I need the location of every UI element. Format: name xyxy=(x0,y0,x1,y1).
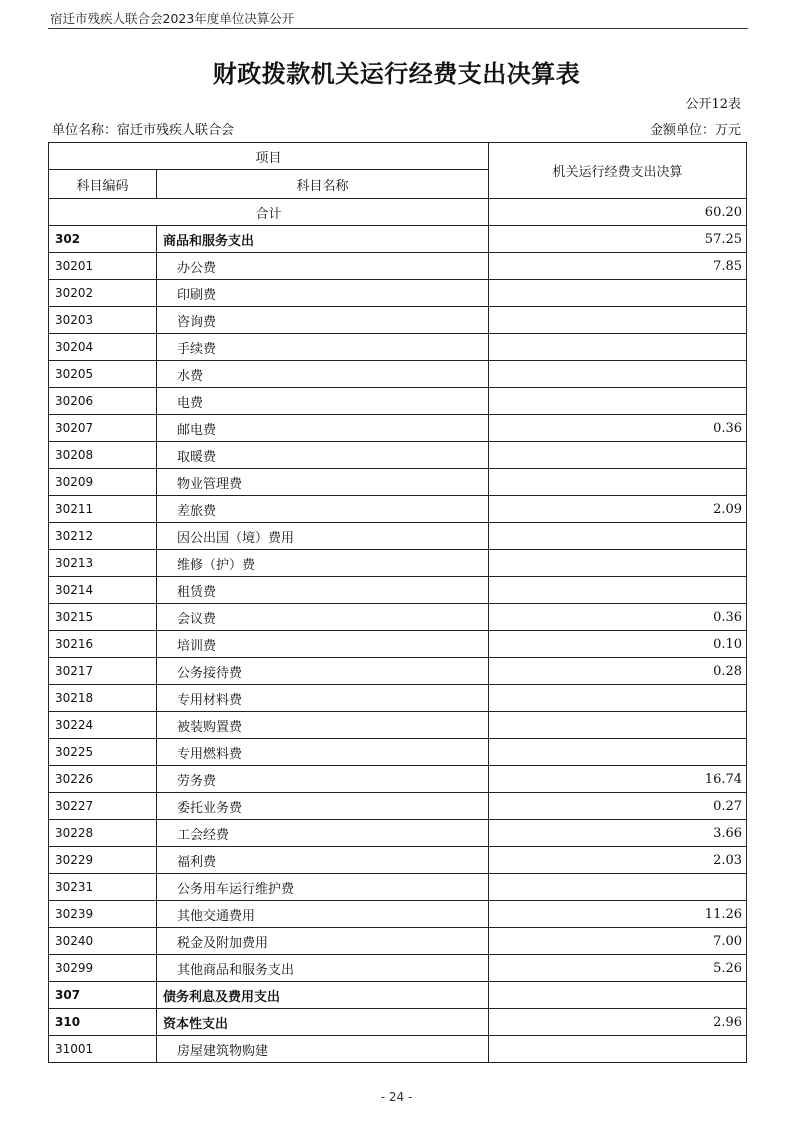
row-name: 专用燃料费 xyxy=(157,739,489,766)
row-code: 30208 xyxy=(49,442,157,469)
row-name: 债务利息及费用支出 xyxy=(157,982,489,1009)
total-value: 60.20 xyxy=(489,199,747,226)
row-name: 商品和服务支出 xyxy=(157,226,489,253)
row-name: 印刷费 xyxy=(157,280,489,307)
row-name: 取暖费 xyxy=(157,442,489,469)
table-row xyxy=(49,415,747,442)
row-code: 30216 xyxy=(49,631,157,658)
row-code: 30201 xyxy=(49,253,157,280)
row-code: 30225 xyxy=(49,739,157,766)
header-amount: 机关运行经费支出决算 xyxy=(489,143,747,199)
row-code: 30224 xyxy=(49,712,157,739)
row-value: 7.00 xyxy=(489,928,747,955)
row-value xyxy=(489,388,747,415)
row-name: 维修（护）费 xyxy=(157,550,489,577)
row-code: 30229 xyxy=(49,847,157,874)
row-code: 30240 xyxy=(49,928,157,955)
row-value: 0.27 xyxy=(489,793,747,820)
row-code: 302 xyxy=(49,226,157,253)
table-row xyxy=(49,685,747,712)
row-value xyxy=(489,685,747,712)
table-row xyxy=(49,820,747,847)
row-name: 资本性支出 xyxy=(157,1009,489,1036)
row-value: 7.85 xyxy=(489,253,747,280)
table-row xyxy=(49,604,747,631)
row-name: 差旅费 xyxy=(157,496,489,523)
running-header: 宿迁市残疾人联合会2023年度单位决算公开 xyxy=(50,11,295,26)
table-row xyxy=(49,793,747,820)
unit-name: 单位名称：宿迁市残疾人联合会 xyxy=(52,123,235,138)
row-code: 30211 xyxy=(49,496,157,523)
table-row xyxy=(49,226,747,253)
row-name: 因公出国（境）费用 xyxy=(157,523,489,550)
total-row xyxy=(49,199,747,226)
row-value: 0.36 xyxy=(489,415,747,442)
table-row xyxy=(49,442,747,469)
row-value: 0.10 xyxy=(489,631,747,658)
row-name: 公务接待费 xyxy=(157,658,489,685)
row-name: 水费 xyxy=(157,361,489,388)
row-name: 会议费 xyxy=(157,604,489,631)
table-row xyxy=(49,739,747,766)
page-title: 财政拨款机关运行经费支出决算表 xyxy=(212,60,581,88)
row-name: 办公费 xyxy=(157,253,489,280)
row-name: 其他交通费用 xyxy=(157,901,489,928)
row-value xyxy=(489,982,747,1009)
row-code: 30226 xyxy=(49,766,157,793)
row-name: 邮电费 xyxy=(157,415,489,442)
table-number: 公开12表 xyxy=(685,97,741,112)
row-code: 30214 xyxy=(49,577,157,604)
table-row xyxy=(49,928,747,955)
row-value xyxy=(489,739,747,766)
row-value xyxy=(489,334,747,361)
table-row xyxy=(49,523,747,550)
table-row xyxy=(49,361,747,388)
row-name: 租赁费 xyxy=(157,577,489,604)
row-name: 专用材料费 xyxy=(157,685,489,712)
row-name: 劳务费 xyxy=(157,766,489,793)
row-code: 30218 xyxy=(49,685,157,712)
row-name: 电费 xyxy=(157,388,489,415)
row-value xyxy=(489,361,747,388)
row-code: 30299 xyxy=(49,955,157,982)
row-value xyxy=(489,280,747,307)
row-code: 30209 xyxy=(49,469,157,496)
header-name: 科目名称 xyxy=(157,170,489,199)
row-value: 0.28 xyxy=(489,658,747,685)
table-row xyxy=(49,334,747,361)
row-name: 其他商品和服务支出 xyxy=(157,955,489,982)
row-name: 福利费 xyxy=(157,847,489,874)
row-value: 0.36 xyxy=(489,604,747,631)
row-code: 30204 xyxy=(49,334,157,361)
row-value xyxy=(489,442,747,469)
row-code: 30239 xyxy=(49,901,157,928)
row-value: 57.25 xyxy=(489,226,747,253)
row-name: 公务用车运行维护费 xyxy=(157,874,489,901)
row-code: 30207 xyxy=(49,415,157,442)
table-row xyxy=(49,712,747,739)
row-value: 11.26 xyxy=(489,901,747,928)
row-value xyxy=(489,550,747,577)
table-row xyxy=(49,1036,747,1063)
row-value: 5.26 xyxy=(489,955,747,982)
table-row xyxy=(49,1009,747,1036)
row-value xyxy=(489,577,747,604)
row-name: 工会经费 xyxy=(157,820,489,847)
row-name: 委托业务费 xyxy=(157,793,489,820)
row-name: 被装购置费 xyxy=(157,712,489,739)
table-row xyxy=(49,874,747,901)
row-code: 30215 xyxy=(49,604,157,631)
header-code: 科目编码 xyxy=(49,170,157,199)
table-row xyxy=(49,955,747,982)
row-name: 物业管理费 xyxy=(157,469,489,496)
table-row xyxy=(49,658,747,685)
table-row xyxy=(49,280,747,307)
row-name: 培训费 xyxy=(157,631,489,658)
row-code: 30202 xyxy=(49,280,157,307)
row-code: 30212 xyxy=(49,523,157,550)
row-code: 30231 xyxy=(49,874,157,901)
total-label: 合计 xyxy=(49,199,489,226)
amount-unit: 金额单位：万元 xyxy=(649,123,741,138)
table-row xyxy=(49,550,747,577)
row-code: 31001 xyxy=(49,1036,157,1063)
table-row xyxy=(49,847,747,874)
header-project: 项目 xyxy=(49,143,489,170)
row-code: 310 xyxy=(49,1009,157,1036)
row-value xyxy=(489,1036,747,1063)
row-value xyxy=(489,874,747,901)
table-row xyxy=(49,901,747,928)
table-row xyxy=(49,577,747,604)
header-divider xyxy=(48,28,748,29)
row-value: 2.09 xyxy=(489,496,747,523)
row-name: 咨询费 xyxy=(157,307,489,334)
row-value: 3.66 xyxy=(489,820,747,847)
row-value xyxy=(489,712,747,739)
row-code: 30205 xyxy=(49,361,157,388)
row-code: 30213 xyxy=(49,550,157,577)
row-value xyxy=(489,469,747,496)
page-number: - 24 - xyxy=(380,1090,413,1104)
row-name: 手续费 xyxy=(157,334,489,361)
table-row xyxy=(49,982,747,1009)
row-value: 2.96 xyxy=(489,1009,747,1036)
row-code: 30206 xyxy=(49,388,157,415)
table-row xyxy=(49,253,747,280)
row-value xyxy=(489,307,747,334)
table-row xyxy=(49,469,747,496)
row-value: 2.03 xyxy=(489,847,747,874)
row-name: 税金及附加费用 xyxy=(157,928,489,955)
expenditure-table xyxy=(48,142,747,1063)
row-value xyxy=(489,523,747,550)
row-code: 30228 xyxy=(49,820,157,847)
table-row xyxy=(49,496,747,523)
row-code: 30227 xyxy=(49,793,157,820)
row-code: 307 xyxy=(49,982,157,1009)
table-row xyxy=(49,388,747,415)
row-code: 30217 xyxy=(49,658,157,685)
table-row xyxy=(49,307,747,334)
row-name: 房屋建筑物购建 xyxy=(157,1036,489,1063)
table-row xyxy=(49,631,747,658)
row-value: 16.74 xyxy=(489,766,747,793)
table-header-row xyxy=(49,143,747,170)
table-row xyxy=(49,766,747,793)
row-code: 30203 xyxy=(49,307,157,334)
